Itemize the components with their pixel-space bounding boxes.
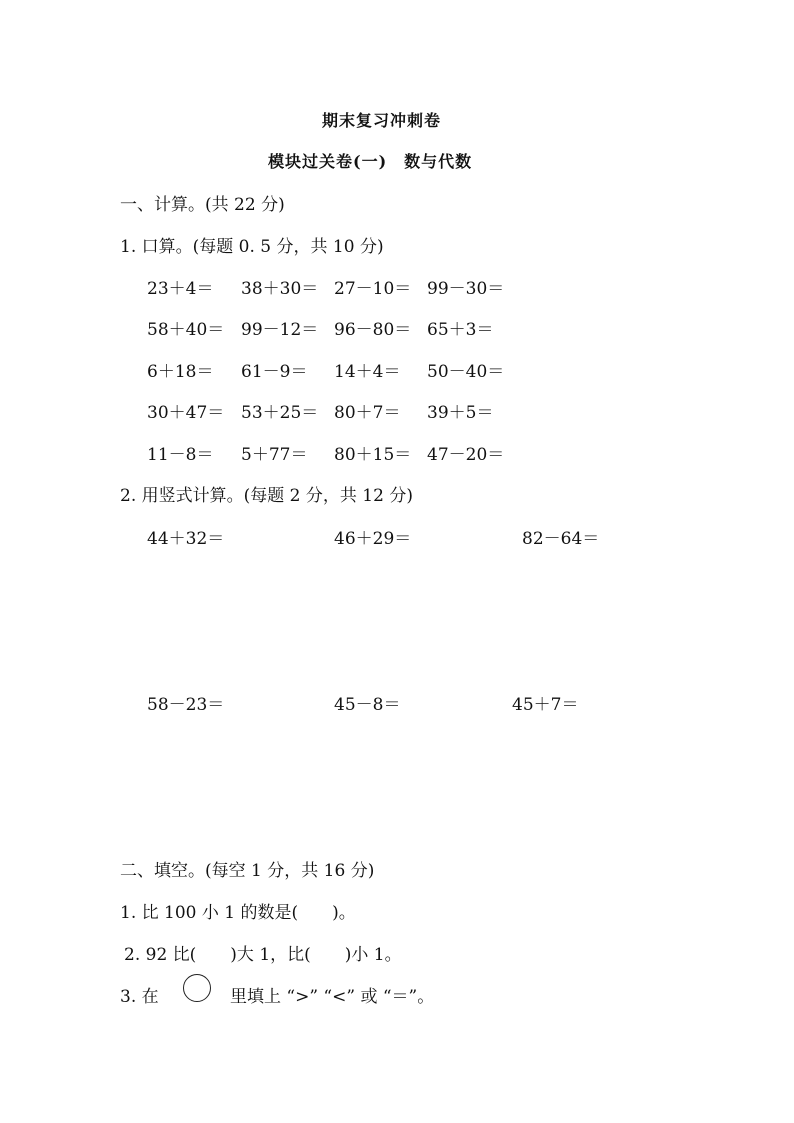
problem: 96－80＝ xyxy=(334,320,412,340)
problem: 46＋29＝ xyxy=(334,529,412,549)
problem: 80＋15＝ xyxy=(334,445,412,465)
problem: 6＋18＝ xyxy=(147,362,214,382)
problem: 14＋4＝ xyxy=(334,362,401,382)
problem: 38＋30＝ xyxy=(241,279,319,299)
q2-heading: 2. 用竖式计算。(每题 2 分，共 12 分) xyxy=(120,486,413,506)
section2-heading: 二、填空。(每空 1 分，共 16 分) xyxy=(120,861,375,881)
comparison-circle xyxy=(183,974,211,1002)
problem: 47－20＝ xyxy=(427,445,505,465)
problem: 82－64＝ xyxy=(522,529,600,549)
problem: 80＋7＝ xyxy=(334,403,401,423)
problem: 99－30＝ xyxy=(427,279,505,299)
q1-heading: 1. 口算。(每题 0. 5 分，共 10 分) xyxy=(120,237,384,257)
problem: 45－8＝ xyxy=(334,695,401,715)
exam-title: 期末复习冲刺卷 xyxy=(322,111,442,130)
fill-q2: 2. 92 比( )大 1，比( )小 1。 xyxy=(124,945,402,965)
problem: 27－10＝ xyxy=(334,279,412,299)
problem: 11－8＝ xyxy=(147,445,214,465)
problem: 23＋4＝ xyxy=(147,279,214,299)
problem: 45＋7＝ xyxy=(512,695,579,715)
problem: 61－9＝ xyxy=(241,362,308,382)
problem: 39＋5＝ xyxy=(427,403,494,423)
fill-q3-prefix: 3. 在 xyxy=(120,987,159,1007)
problem: 5＋77＝ xyxy=(241,445,308,465)
fill-q3-suffix: 里填上 “>” “<” 或 “＝”。 xyxy=(230,987,435,1007)
fill-q1: 1. 比 100 小 1 的数是( )。 xyxy=(120,903,356,923)
exam-subtitle: 模块过关卷(一) 数与代数 xyxy=(268,152,473,171)
problem: 50－40＝ xyxy=(427,362,505,382)
problem: 44＋32＝ xyxy=(147,529,225,549)
problem: 65＋3＝ xyxy=(427,320,494,340)
problem: 99－12＝ xyxy=(241,320,319,340)
problem: 30＋47＝ xyxy=(147,403,225,423)
problem: 53＋25＝ xyxy=(241,403,319,423)
problem: 58－23＝ xyxy=(147,695,225,715)
problem: 58＋40＝ xyxy=(147,320,225,340)
section1-heading: 一、计算。(共 22 分) xyxy=(120,195,285,215)
